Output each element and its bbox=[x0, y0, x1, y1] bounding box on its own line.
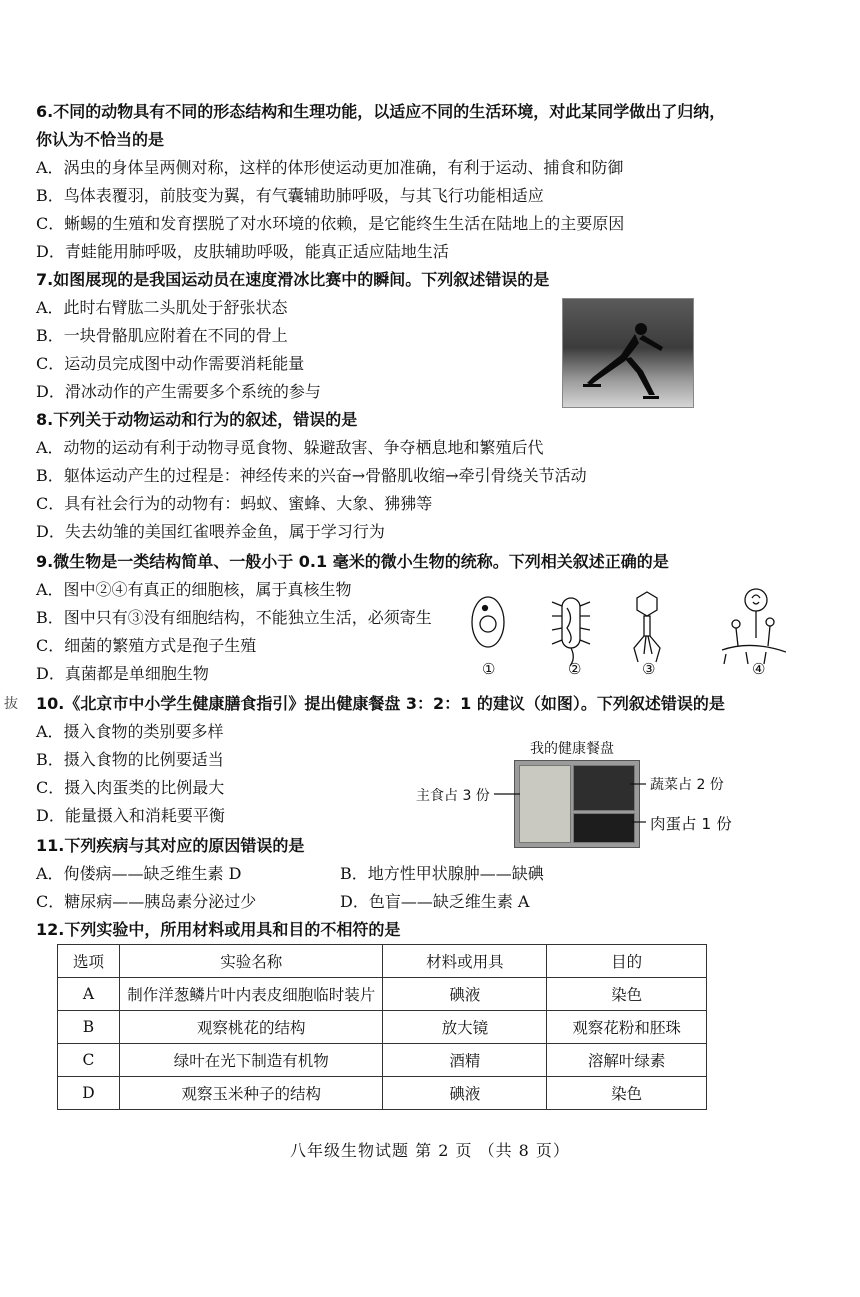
virus-icon bbox=[634, 592, 660, 662]
table-cell: 碘液 bbox=[383, 978, 547, 1011]
speed-skater-photo bbox=[562, 298, 694, 408]
table-row bbox=[58, 978, 707, 1011]
margin-mark: 抜 bbox=[4, 696, 18, 712]
q6-stem-line1: 6.不同的动物具有不同的形态结构和生理功能，以适应不同的生活环境，对此某同学做出了归纳， bbox=[36, 102, 726, 121]
table-cell: 放大镜 bbox=[383, 1011, 547, 1044]
skater-silhouette-icon bbox=[563, 299, 693, 407]
q12-stem-bold: 12.下列实验 bbox=[36, 920, 129, 939]
q6-stem-line2: 你认为不恰当的是 bbox=[36, 130, 165, 149]
q11-stem: 11.下列疾病与其对应的原因错误的是 bbox=[36, 836, 305, 855]
page-footer: 八年级生物试题 第 2 页 （共 8 页） bbox=[290, 1141, 570, 1160]
table-cell: 绿叶在光下制造有机物 bbox=[119, 1044, 383, 1077]
q9-option-a: A．图中②④有真正的细胞核，属于真核生物 bbox=[36, 580, 352, 599]
table-cell: 观察桃花的结构 bbox=[119, 1011, 383, 1044]
table-cell: A bbox=[58, 978, 120, 1011]
q7-stem: 7.如图展现的是我国运动员在速度滑冰比赛中的瞬间。下列叙述错误的是 bbox=[36, 270, 550, 289]
q7-option-b: B．一块骨骼肌应附着在不同的骨上 bbox=[36, 326, 288, 345]
figure-label-2: ② bbox=[568, 660, 582, 678]
q11-option-a: A．佝偻病——缺乏维生素 D bbox=[36, 864, 242, 883]
yeast-cell-icon bbox=[472, 597, 504, 647]
table-row bbox=[58, 1011, 707, 1044]
q6-option-a: A．涡虫的身体呈两侧对称，这样的体形使运动更加准确，有利于运动、捕食和防御 bbox=[36, 158, 624, 177]
table-row bbox=[58, 1044, 707, 1077]
table-header: 选项 bbox=[58, 945, 120, 978]
table-cell: D bbox=[58, 1077, 120, 1110]
q8-option-c: C．具有社会行为的动物有：蚂蚁、蜜蜂、大象、狒狒等 bbox=[36, 494, 433, 513]
label-staple: 主食占 3 份 bbox=[416, 788, 490, 804]
q11-option-b: B．地方性甲状腺肿——缺碘 bbox=[340, 864, 544, 883]
q8-stem: 8.下列关于动物运动和行为的叙述，错误的是 bbox=[36, 410, 358, 429]
microorganism-figure bbox=[466, 588, 786, 680]
table-header: 目的 bbox=[547, 945, 707, 978]
q10-option-b: B．摄入食物的比例要适当 bbox=[36, 750, 224, 769]
q10-option-c: C．摄入肉蛋类的比例最大 bbox=[36, 778, 225, 797]
bacterium-icon bbox=[552, 598, 590, 666]
figure-label-3: ③ bbox=[642, 660, 656, 678]
q8-option-d: D．失去幼雏的美国红雀喂养金鱼，属于学习行为 bbox=[36, 522, 385, 541]
q10-stem: 10.《北京市中小学生健康膳食指引》提出健康餐盘 3：2：1 的建议（如图）。下列叙述错误的是 bbox=[36, 694, 725, 713]
label-meat-egg: 肉蛋占 1 份 bbox=[650, 815, 732, 833]
table-cell: 染色 bbox=[547, 978, 707, 1011]
q9-stem: 9.微生物是一类结构简单、一般小于 0.1 毫米的微小生物的统称。下列相关叙述正确的是 bbox=[36, 552, 669, 571]
q9-option-d: D．真菌都是单细胞生物 bbox=[36, 664, 209, 683]
q6-option-d: D．青蛙能用肺呼吸，皮肤辅助呼吸，能真正适应陆地生活 bbox=[36, 242, 449, 261]
table-cell: 制作洋葱鳞片叶内表皮细胞临时装片 bbox=[119, 978, 383, 1011]
table-cell: 碘液 bbox=[383, 1077, 547, 1110]
q12-stem bbox=[36, 916, 400, 944]
q8-option-b: B．躯体运动产生的过程是：神经传来的兴奋→骨骼肌收缩→牵引骨绕关节活动 bbox=[36, 466, 587, 485]
q10-option-a: A．摄入食物的类别要多样 bbox=[36, 722, 224, 741]
table-cell: 观察玉米种子的结构 bbox=[119, 1077, 383, 1110]
table-header: 材料或用具 bbox=[383, 945, 547, 978]
q9-option-c: C．细菌的繁殖方式是孢子生殖 bbox=[36, 636, 257, 655]
figure-label-1: ① bbox=[482, 660, 496, 678]
plate-title: 我的健康餐盘 bbox=[530, 741, 614, 757]
table-header-row bbox=[58, 945, 707, 978]
table-header: 实验名称 bbox=[119, 945, 383, 978]
healthy-plate-figure bbox=[410, 738, 750, 848]
table-cell: 染色 bbox=[547, 1077, 707, 1110]
mold-icon bbox=[722, 589, 786, 664]
q6-option-c: C．蜥蜴的生殖和发育摆脱了对水环境的依赖，是它能终生生活在陆地上的主要原因 bbox=[36, 214, 625, 233]
table-cell: C bbox=[58, 1044, 120, 1077]
table-row bbox=[58, 1077, 707, 1110]
q9-option-b: B．图中只有③没有细胞结构，不能独立生活，必须寄生 bbox=[36, 608, 432, 627]
experiment-table bbox=[57, 944, 707, 1110]
q12-stem-rest: 中，所用材料或用具和目的不相符的是 bbox=[128, 920, 401, 939]
q10-option-d: D．能量摄入和消耗要平衡 bbox=[36, 806, 225, 825]
q7-option-d: D．滑冰动作的产生需要多个系统的参与 bbox=[36, 382, 321, 401]
table-cell: 溶解叶绿素 bbox=[547, 1044, 707, 1077]
q8-option-a: A．动物的运动有利于动物寻觅食物、躲避敌害、争夺栖息地和繁殖后代 bbox=[36, 438, 544, 457]
q7-option-a: A．此时右臂肱二头肌处于舒张状态 bbox=[36, 298, 288, 317]
q6-option-b: B．鸟体表覆羽，前肢变为翼，有气囊辅助肺呼吸，与其飞行功能相适应 bbox=[36, 186, 544, 205]
q11-option-d: D．色盲——缺乏维生素 A bbox=[340, 892, 530, 911]
q11-option-c: C．糖尿病——胰岛素分泌过少 bbox=[36, 892, 257, 911]
figure-label-4: ④ bbox=[752, 660, 766, 678]
table-cell: 酒精 bbox=[383, 1044, 547, 1077]
table-cell: 观察花粉和胚珠 bbox=[547, 1011, 707, 1044]
label-vegetable: 蔬菜占 2 份 bbox=[650, 777, 724, 793]
q7-option-c: C．运动员完成图中动作需要消耗能量 bbox=[36, 354, 305, 373]
table-cell: B bbox=[58, 1011, 120, 1044]
